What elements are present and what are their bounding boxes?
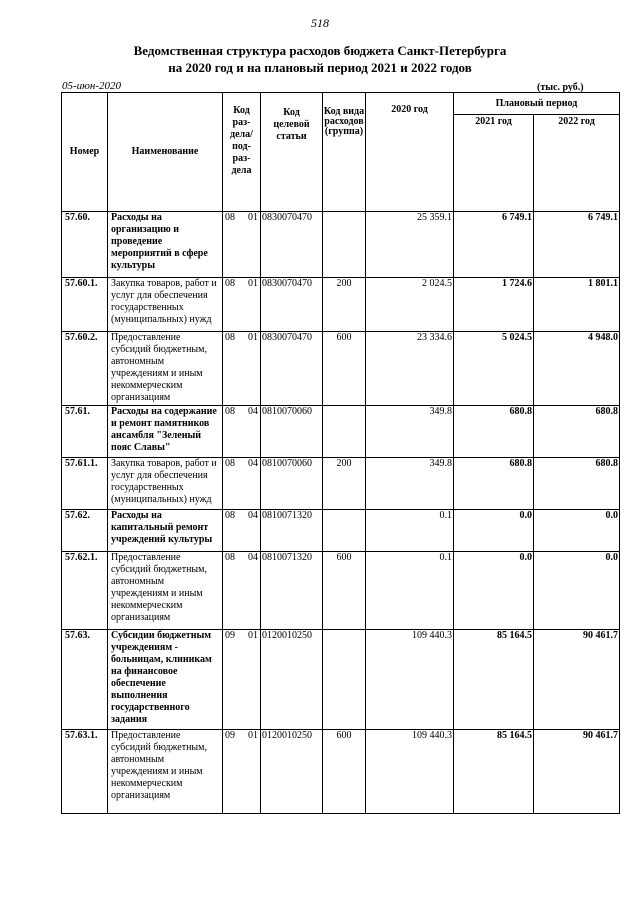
row-expense-type: 200 [323,458,366,510]
header-2021: 2021 год [454,115,534,212]
section-code: 08 [225,552,235,563]
row-value-2021: 85 164.5 [454,630,534,730]
section-subsection-codes [223,630,260,642]
row-value-2021: 680.8 [454,406,534,458]
section-code: 09 [225,730,235,741]
row-value-2021: 1 724.6 [454,278,534,332]
header-csr-text: Код целевой статьи [273,107,310,142]
row-number: 57.60.1. [62,278,108,332]
header-number: Номер [62,93,108,212]
row-value-2021: 6 749.1 [454,212,534,278]
row-section-code [223,278,261,332]
row-number: 57.61.1. [62,458,108,510]
document-date: 05-июн-2020 [62,80,122,92]
row-expense-type: 600 [323,730,366,814]
row-section-code [223,458,261,510]
row-name: Предоставление субсидий бюджетным, автономным учреждениям и иным некоммерческим организациям [108,552,223,630]
row-value-2021: 5 024.5 [454,332,534,406]
row-expense-type [323,630,366,730]
section-code: 08 [225,332,235,343]
table-row [62,406,620,458]
section-subsection-codes [223,552,260,564]
row-value-2022: 680.8 [534,406,620,458]
header-csr [261,93,323,212]
row-expense-type [323,510,366,552]
row-target-code: 0810070060 [261,406,323,458]
header-vr-text: Код вида расходов (группа) [323,106,365,137]
section-code: 08 [225,510,235,521]
subsection-code: 01 [248,332,258,343]
row-section-code [223,630,261,730]
row-value-2022: 1 801.1 [534,278,620,332]
row-value-2022: 4 948.0 [534,332,620,406]
table-row [62,510,620,552]
row-section-code [223,510,261,552]
row-section-code [223,552,261,630]
table-row [62,630,620,730]
budget-table [61,92,620,814]
table-body [62,212,620,814]
header-rz-text: Код раз- дела/ под- раз- дела [230,105,253,176]
section-subsection-codes [223,510,260,522]
row-value-2020: 109 440.3 [366,730,454,814]
subsection-code: 04 [248,406,258,417]
row-value-2020: 109 440.3 [366,630,454,730]
header-vr [323,93,366,212]
header-2020: 2020 год [366,93,454,212]
section-code: 08 [225,458,235,469]
row-section-code [223,212,261,278]
row-section-code [223,730,261,814]
subsection-code: 01 [248,630,258,641]
row-target-code: 0830070470 [261,278,323,332]
row-name: Расходы на содержание и ремонт памятников ансамбля "Зеленый пояс Славы" [108,406,223,458]
row-value-2021: 85 164.5 [454,730,534,814]
table-row [62,458,620,510]
title-line-1: Ведомственная структура расходов бюджета Санкт-Петербурга [133,43,507,58]
row-value-2020: 349.8 [366,406,454,458]
section-code: 08 [225,278,235,289]
row-name: Субсидии бюджетным учреждениям - больницам, клиникам на финансовое обеспечение выполнения государственного задания [108,630,223,730]
page-number: 518 [311,16,329,30]
row-section-code [223,332,261,406]
row-name: Расходы на организацию и проведение мероприятий в сфере культуры [108,212,223,278]
section-subsection-codes [223,730,260,742]
row-name: Предоставление субсидий бюджетным, автономным учреждениям и иным некоммерческим организациям [108,332,223,406]
row-value-2020: 349.8 [366,458,454,510]
row-expense-type: 200 [323,278,366,332]
subsection-code: 01 [248,278,258,289]
row-number: 57.60.2. [62,332,108,406]
table-row [62,332,620,406]
subsection-code: 01 [248,212,258,223]
row-value-2020: 23 334.6 [366,332,454,406]
subsection-code: 04 [248,510,258,521]
section-subsection-codes [223,458,260,470]
table-row [62,552,620,630]
row-value-2020: 0.1 [366,552,454,630]
row-number: 57.61. [62,406,108,458]
row-name: Расходы на капитальный ремонт учреждений культуры [108,510,223,552]
row-target-code: 0120010250 [261,730,323,814]
table-row [62,212,620,278]
subsection-code: 04 [248,552,258,563]
title-line-2: на 2020 год и на плановый период 2021 и 2022 годов [168,60,472,75]
row-number: 57.63. [62,630,108,730]
section-subsection-codes [223,332,260,344]
header-rz [223,93,261,212]
units-label: (тыс. руб.) [537,82,584,93]
row-target-code: 0810070060 [261,458,323,510]
row-value-2022: 0.0 [534,552,620,630]
row-section-code [223,406,261,458]
row-target-code: 0810071320 [261,510,323,552]
row-target-code: 0830070470 [261,332,323,406]
row-target-code: 0120010250 [261,630,323,730]
table-row [62,278,620,332]
row-value-2020: 0.1 [366,510,454,552]
table-row [62,730,620,814]
row-value-2020: 25 359.1 [366,212,454,278]
section-subsection-codes [223,406,260,418]
row-value-2022: 6 749.1 [534,212,620,278]
row-name: Закупка товаров, работ и услуг для обеспечения государственных (муниципальных) нужд [108,458,223,510]
row-value-2021: 0.0 [454,552,534,630]
row-expense-type: 600 [323,552,366,630]
section-code: 09 [225,630,235,641]
row-value-2021: 0.0 [454,510,534,552]
row-value-2021: 680.8 [454,458,534,510]
header-name: Наименование [108,93,223,212]
row-value-2022: 680.8 [534,458,620,510]
section-code: 08 [225,212,235,223]
section-code: 08 [225,406,235,417]
row-number: 57.63.1. [62,730,108,814]
section-subsection-codes [223,278,260,290]
header-2022: 2022 год [534,115,620,212]
row-number: 57.60. [62,212,108,278]
row-target-code: 0830070470 [261,212,323,278]
row-expense-type [323,212,366,278]
row-target-code: 0810071320 [261,552,323,630]
document-title [0,42,640,76]
row-name: Предоставление субсидий бюджетным, автономным учреждениям и иным некоммерческим организациям [108,730,223,814]
row-number: 57.62. [62,510,108,552]
section-subsection-codes [223,212,260,224]
subsection-code: 04 [248,458,258,469]
row-number: 57.62.1. [62,552,108,630]
header-planned-period: Плановый период [454,93,620,115]
row-value-2022: 90 461.7 [534,730,620,814]
row-name: Закупка товаров, работ и услуг для обеспечения государственных (муниципальных) нужд [108,278,223,332]
row-expense-type [323,406,366,458]
subsection-code: 01 [248,730,258,741]
row-value-2022: 90 461.7 [534,630,620,730]
row-value-2020: 2 024.5 [366,278,454,332]
row-value-2022: 0.0 [534,510,620,552]
row-expense-type: 600 [323,332,366,406]
